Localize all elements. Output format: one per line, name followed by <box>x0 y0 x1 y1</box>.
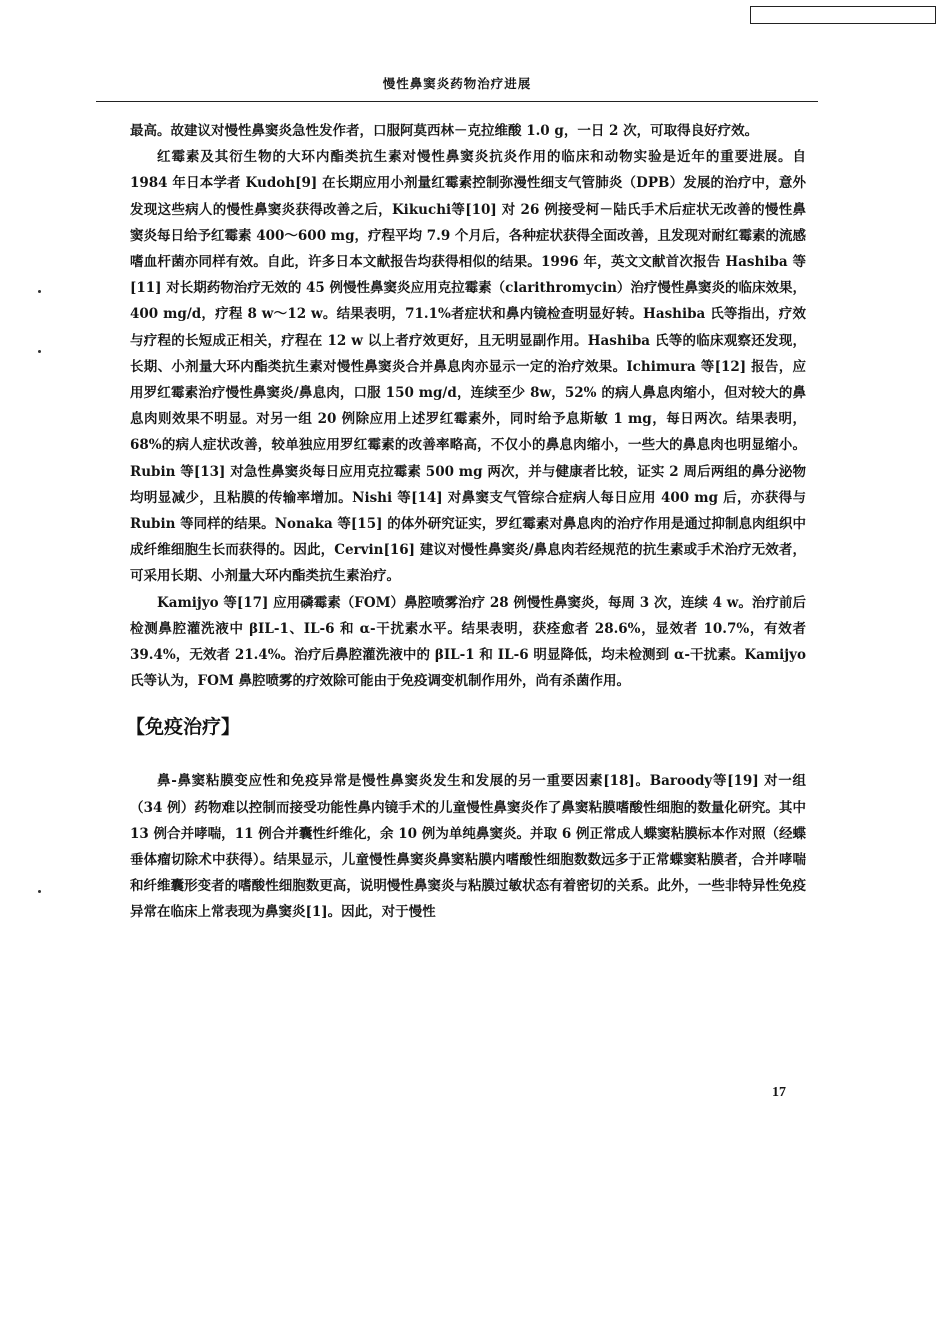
margin-dot <box>38 350 41 353</box>
paragraph: 最高。故建议对慢性鼻窦炎急性发作者，口服阿莫西林－克拉维酸 1.0 g，一日 2 次，可取得良好疗效。 <box>130 123 759 139</box>
section-heading: 【免疫治疗】 <box>126 716 241 739</box>
corner-box <box>750 6 936 24</box>
paragraph: Kamijyo 等[17] 应用磷霉素（FOM）鼻腔喷雾治疗 28 例慢性鼻窦炎，每周 3 次，连续 4 w。治疗前后检测鼻腔灌洗液中 βIL-1、IL-6 和 α-干扰素水平。结果表明，获痊愈者 28.6%，显效者 10.7%，有效者 39.4%，无效者 21.4%。治疗后鼻腔灌洗液中的 βIL-1 和 IL-6 明显降低，均未检测到 α-干扰素。Kamijyo 氏等认为，FOM 鼻腔喷雾的疗效除可能由于免疫调变机制作用外，尚有杀菌作用。 <box>130 594 806 690</box>
running-header: 慢性鼻窦炎药物治疗进展 <box>382 76 532 91</box>
paragraph: 鼻-鼻窦粘膜变应性和免疫异常是慢性鼻窦炎发生和发展的另一重要因素[18]。Baroody等[19] 对一组（34 例）药物难以控制而接受功能性鼻内镜手术的儿童慢性鼻窦炎作了鼻窦粘膜嗜酸性细胞的数量化研究。其中 13 例合并哮喘，11 例合并囊性纤维化，余 10 例为单纯鼻窦炎。并取 6 例正常成人蝶窦粘膜标本作对照（经蝶垂体瘤切除术中获得）。结果显示，儿童慢性鼻窦炎鼻窦粘膜内嗜酸性细胞数数远多于正常蝶窦粘膜者，合并哮喘和纤维囊形变者的嗜酸性细胞数更高，说明慢性鼻窦炎与粘膜过敏状态有着密切的关系。此外，一些非特异性免疫异常在临床上常表现为鼻窦炎[1]。因此，对于慢性 <box>130 773 806 921</box>
body-text <box>126 118 806 926</box>
paragraph: 红霉素及其衍生物的大环内酯类抗生素对慢性鼻窦炎抗炎作用的临床和动物实验是近年的重要进展。自 1984 年日本学者 Kudoh[9] 在长期应用小剂量红霉素控制弥漫性细支气管肺炎（DPB）发展的治疗中，意外发现这些病人的慢性鼻窦炎获得改善之后，Kikuchi等[10] 对 26 例接受柯－陆氏手术后症状无改善的慢性鼻窦炎每日给予红霉素 400～600 mg，疗程平均 7.9 个月后，各种症状获得全面改善，且发现对耐红霉素的流感嗜血杆菌亦同样有效。自此，许多日本文献报告均获得相似的结果。1996 年，英文文献首次报告 Hashiba 等[11] 对长期药物治疗无效的 45 例慢性鼻窦炎应用克拉霉素（clarithromycin）治疗慢性鼻窦炎的临床效果，400 mg/d，疗程 8 w～12 w。结果表明，71.1%者症状和鼻内镜检查明显好转。Hashiba 氏等指出，疗效与疗程的长短成正相关，疗程在 12 w 以上者疗效更好，且无明显副作用。Hashiba 氏等的临床观察还发现，长期、小剂量大环内酯类抗生素对慢性鼻窦炎合并鼻息肉亦显示一定的治疗效果。Ichimura 等[12] 报告，应用罗红霉素治疗慢性鼻窦炎/鼻息肉，口服 150 mg/d，连续至少 8w，52% 的病人鼻息肉缩小，但对较大的鼻息肉则效果不明显。对另一组 20 例除应用上述罗红霉素外，同时给予息斯敏 1 mg，每日两次。结果表明，68%的病人症状改善，较单独应用罗红霉素的改善率略高，不仅小的鼻息肉缩小，一些大的鼻息肉也明显缩小。Rubin 等[13] 对急性鼻窦炎每日应用克拉霉素 500 mg 两次，并与健康者比较，证实 2 周后两组的鼻分泌物均明显减少，且粘膜的传输率增加。Nishi 等[14] 对鼻窦支气管综合症病人每日应用 400 mg 后，亦获得与 Rubin 等同样的结果。Nonaka 等[15] 的体外研究证实，罗红霉素对鼻息肉的治疗作用是通过抑制息肉组织中成纤维细胞生长而获得的。因此，Cervin[16] 建议对慢性鼻窦炎/鼻息肉若经规范的抗生素或手术治疗无效者，可采用长期、小剂量大环内酯类抗生素治疗。 <box>130 149 806 585</box>
header-rule <box>96 101 818 102</box>
margin-dot <box>38 890 41 893</box>
margin-dot <box>38 290 41 293</box>
page-number: 17 <box>772 1085 786 1100</box>
